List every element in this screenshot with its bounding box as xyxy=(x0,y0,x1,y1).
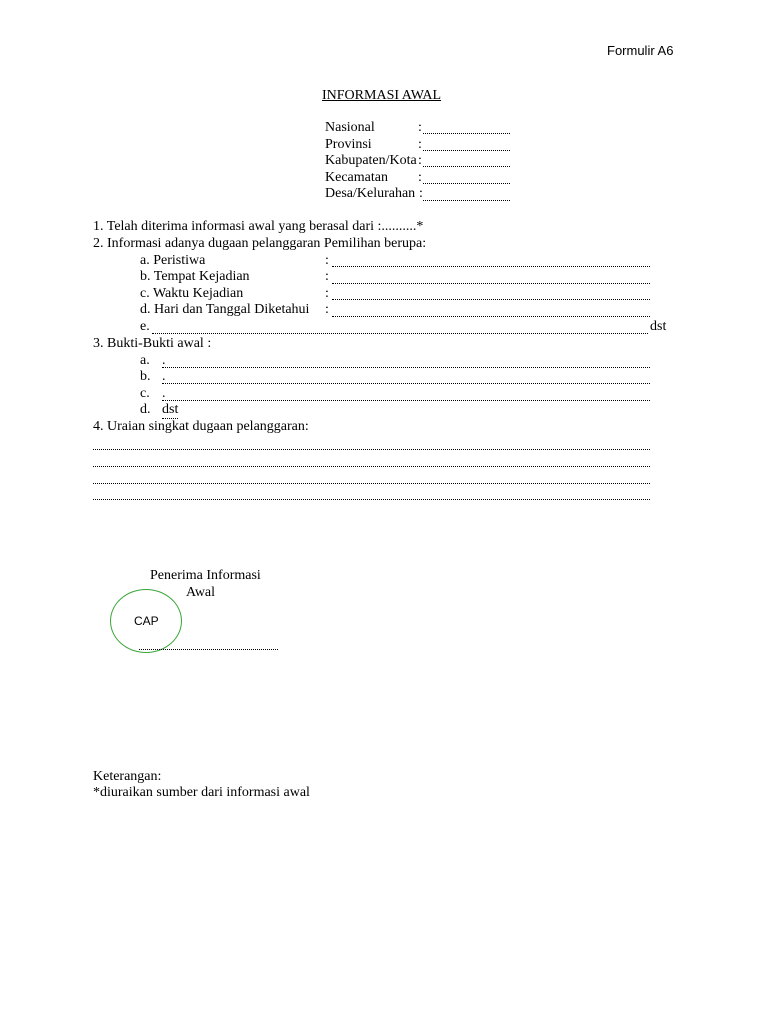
item-2c-label: c. Waktu Kejadian xyxy=(140,286,244,301)
level-colon: : xyxy=(418,137,422,152)
level-label-desa: Desa/Kelurahan xyxy=(325,186,416,201)
notes-heading: Keterangan: xyxy=(93,769,162,784)
level-label-kabupaten: Kabupaten/Kota xyxy=(325,153,417,168)
level-colon: : xyxy=(418,120,422,135)
item-2d-label: d. Hari dan Tanggal Diketahui xyxy=(140,302,310,317)
item-3d-label: d. xyxy=(140,402,151,417)
level-colon: : xyxy=(418,170,422,185)
level-colon: : xyxy=(419,186,423,201)
level-field-nasional[interactable] xyxy=(423,133,510,134)
item-2c-field[interactable] xyxy=(332,299,650,300)
level-colon: : xyxy=(418,153,422,168)
item-3d-text: dst xyxy=(162,402,179,417)
item-1: 1. Telah diterima informasi awal yang berasal dari :..........* xyxy=(93,219,424,234)
item-3a-mark: . xyxy=(162,353,166,368)
level-field-kabupaten[interactable] xyxy=(423,166,510,167)
item-2e-label: e. xyxy=(140,319,150,334)
item-3c-label: c. xyxy=(140,386,150,401)
item-2b-field[interactable] xyxy=(332,283,650,284)
signature-title-line2: Awal xyxy=(186,585,216,600)
level-label-nasional: Nasional xyxy=(325,120,375,135)
form-code: Formulir A6 xyxy=(607,43,674,58)
level-field-desa[interactable] xyxy=(423,200,510,201)
page-title: INFORMASI AWAL xyxy=(322,88,442,103)
item-3b-field[interactable] xyxy=(162,383,650,384)
item-2d-field[interactable] xyxy=(332,316,650,317)
item-2b-colon: : xyxy=(325,269,329,284)
item-3a-field[interactable] xyxy=(162,367,650,368)
description-line-3[interactable] xyxy=(93,483,650,484)
description-line-1[interactable] xyxy=(93,449,650,450)
stamp-label: CAP xyxy=(134,614,159,628)
level-label-provinsi: Provinsi xyxy=(325,137,372,152)
item-2b-label: b. Tempat Kejadian xyxy=(140,269,250,284)
description-line-2[interactable] xyxy=(93,466,650,467)
item-2e-dst: dst xyxy=(650,319,667,334)
item-3c-mark: . xyxy=(162,386,166,401)
item-2a-field[interactable] xyxy=(332,266,650,267)
notes-text: *diuraikan sumber dari informasi awal xyxy=(93,785,310,800)
item-4: 4. Uraian singkat dugaan pelanggaran: xyxy=(93,419,309,434)
description-line-4[interactable] xyxy=(93,499,650,500)
item-3c-field[interactable] xyxy=(162,400,650,401)
item-3b-label: b. xyxy=(140,369,151,384)
item-2d-colon: : xyxy=(325,302,329,317)
item-2: 2. Informasi adanya dugaan pelanggaran Pemilihan berupa: xyxy=(93,236,427,251)
level-field-kecamatan[interactable] xyxy=(423,183,510,184)
item-3a-label: a. xyxy=(140,353,150,368)
item-2c-colon: : xyxy=(325,286,329,301)
item-2a-colon: : xyxy=(325,253,329,268)
item-3: 3. Bukti-Bukti awal : xyxy=(93,336,212,351)
signature-line[interactable] xyxy=(139,649,278,650)
level-field-provinsi[interactable] xyxy=(423,150,510,151)
item-2e-field[interactable] xyxy=(152,333,648,334)
item-3b-mark: . xyxy=(162,369,166,384)
level-label-kecamatan: Kecamatan xyxy=(325,170,388,185)
item-2a-label: a. Peristiwa xyxy=(140,253,206,268)
signature-title-line1: Penerima Informasi xyxy=(150,568,261,583)
